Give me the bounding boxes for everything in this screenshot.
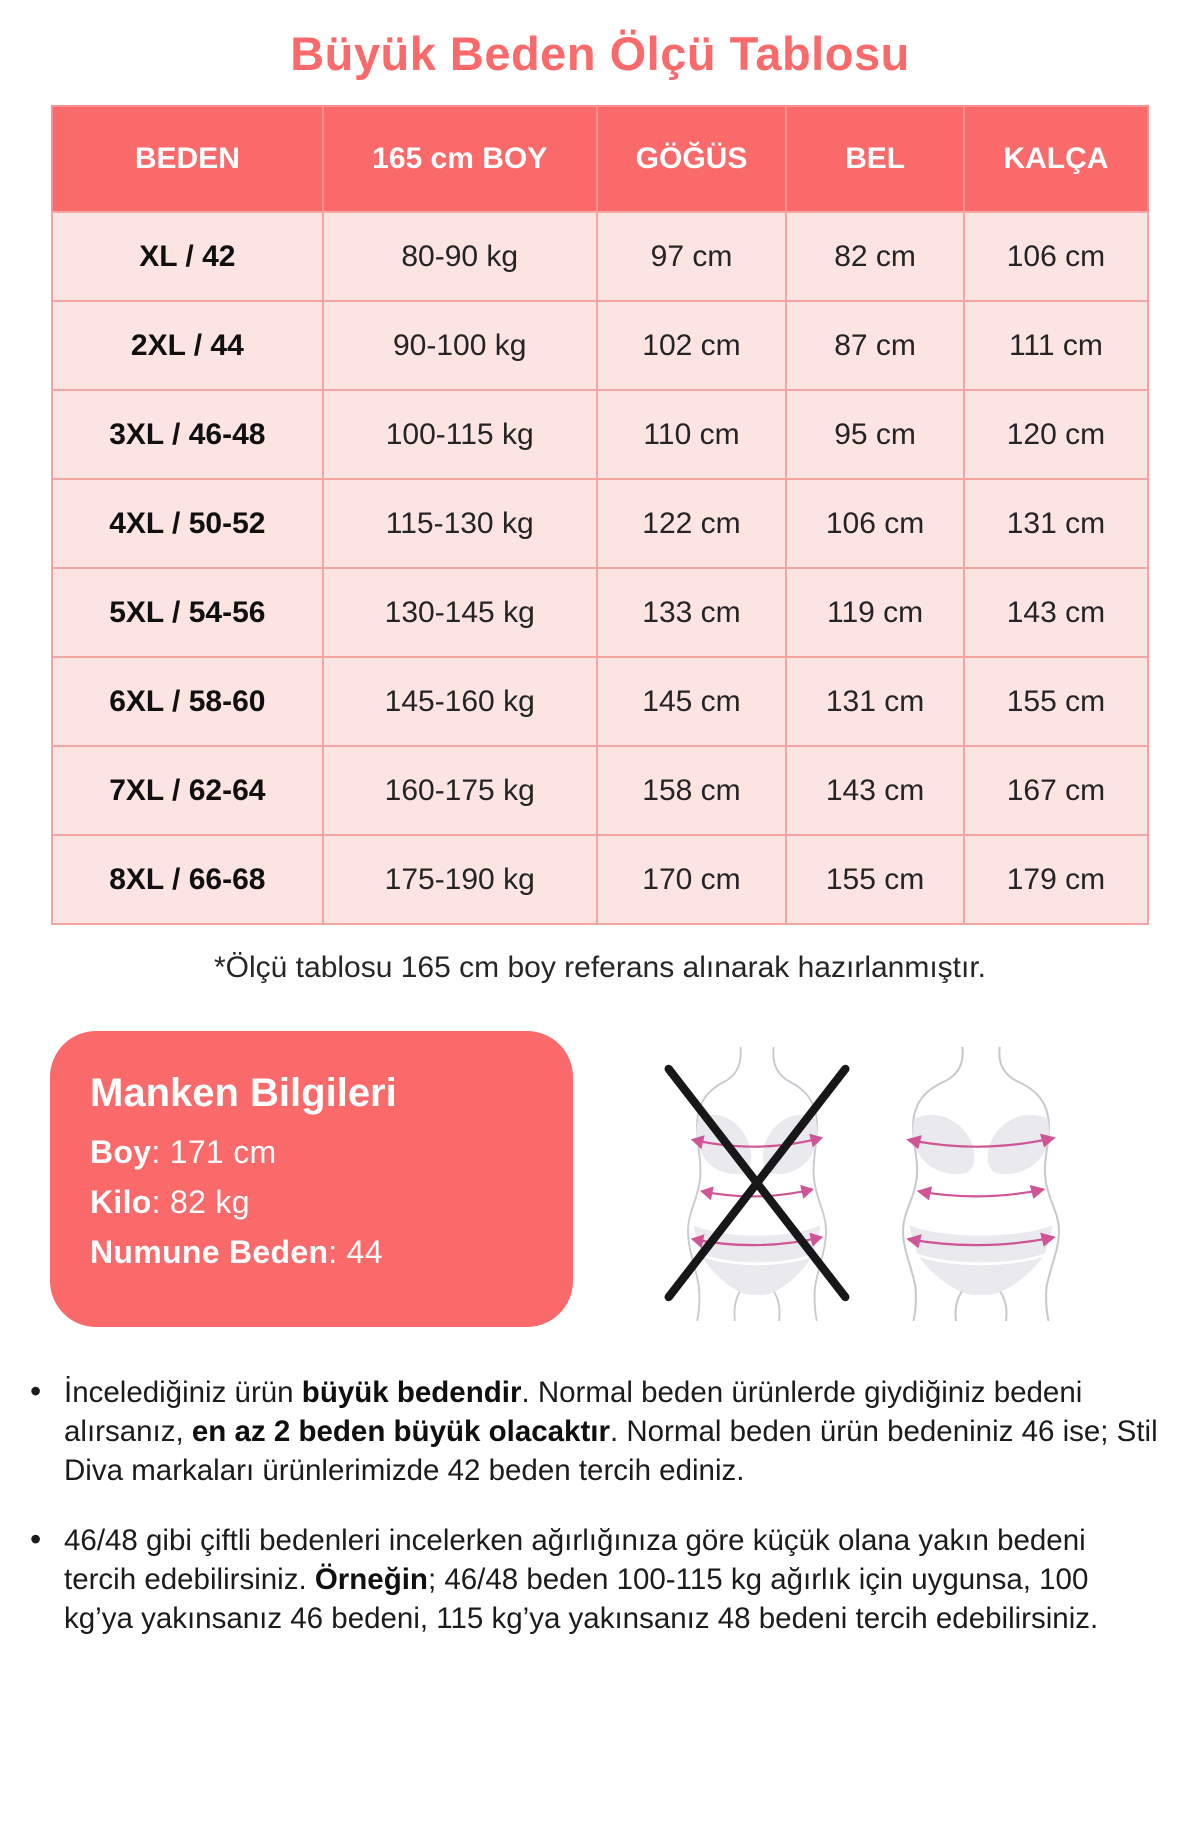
value-cell: 106 cm bbox=[786, 479, 964, 568]
value-cell: 90-100 kg bbox=[323, 301, 597, 390]
value-cell: 145-160 kg bbox=[323, 657, 597, 746]
measurement-figures bbox=[651, 1045, 1087, 1321]
value-cell: 155 cm bbox=[786, 835, 964, 924]
bullet-text: 46/48 gibi çiftli bedenleri incelerken ağırlığınıza göre küçük olana yakın bedeni tercih edebilirsiniz. bbox=[64, 1524, 1086, 1596]
size-cell: 4XL / 50-52 bbox=[52, 479, 323, 568]
value-cell: 87 cm bbox=[786, 301, 964, 390]
model-info-line bbox=[90, 1184, 573, 1221]
size-cell: 5XL / 54-56 bbox=[52, 568, 323, 657]
table-note: *Ölçü tablosu 165 cm boy referans alınarak hazırlanmıştır. bbox=[213, 951, 987, 984]
model-info-heading: Manken Bilgileri bbox=[90, 1071, 397, 1115]
value-cell: 160-175 kg bbox=[323, 746, 597, 835]
value-cell: 115-130 kg bbox=[323, 479, 597, 568]
size-cell: 7XL / 62-64 bbox=[52, 746, 323, 835]
model-info-box bbox=[50, 1031, 573, 1327]
value-cell: 133 cm bbox=[597, 568, 787, 657]
model-info-value: : 171 cm bbox=[151, 1134, 277, 1170]
value-cell: 119 cm bbox=[786, 568, 964, 657]
bullet-item bbox=[28, 1373, 1158, 1490]
page-title: Büyük Beden Ölçü Tablosu bbox=[290, 27, 910, 80]
value-cell: 131 cm bbox=[786, 657, 964, 746]
column-header: KALÇA bbox=[964, 106, 1148, 212]
size-cell: 8XL / 66-68 bbox=[52, 835, 323, 924]
body-figure bbox=[875, 1045, 1087, 1321]
column-header: GÖĞÜS bbox=[597, 106, 787, 212]
value-cell: 167 cm bbox=[964, 746, 1148, 835]
crossed-body-figure bbox=[651, 1045, 863, 1321]
value-cell: 110 cm bbox=[597, 390, 787, 479]
value-cell: 82 cm bbox=[786, 212, 964, 301]
value-cell: 175-190 kg bbox=[323, 835, 597, 924]
value-cell: 179 cm bbox=[964, 835, 1148, 924]
table-row bbox=[52, 746, 1148, 835]
table-row bbox=[52, 835, 1148, 924]
table-row bbox=[52, 390, 1148, 479]
model-info-label: Numune Beden bbox=[90, 1234, 329, 1270]
model-info-label: Kilo bbox=[90, 1184, 152, 1220]
notes-list bbox=[28, 1373, 1172, 1638]
column-header: BEL bbox=[786, 106, 964, 212]
value-cell: 155 cm bbox=[964, 657, 1148, 746]
table-row bbox=[52, 479, 1148, 568]
value-cell: 122 cm bbox=[597, 479, 787, 568]
table-body bbox=[52, 212, 1148, 924]
model-info-line bbox=[90, 1234, 573, 1271]
value-cell: 120 cm bbox=[964, 390, 1148, 479]
model-info-value: : 44 bbox=[328, 1234, 383, 1270]
value-cell: 111 cm bbox=[964, 301, 1148, 390]
table-row bbox=[52, 657, 1148, 746]
bullet-bold-text: büyük bedendir bbox=[301, 1376, 522, 1409]
value-cell: 130-145 kg bbox=[323, 568, 597, 657]
value-cell: 97 cm bbox=[597, 212, 787, 301]
model-info-label: Boy bbox=[90, 1134, 152, 1170]
model-info-lines bbox=[90, 1134, 573, 1271]
table-header-row bbox=[52, 106, 1148, 212]
bullet-text: . Normal beden ürünlerde giydiğiniz bedeni alırsanız, bbox=[64, 1376, 1083, 1448]
value-cell: 80-90 kg bbox=[323, 212, 597, 301]
value-cell: 158 cm bbox=[597, 746, 787, 835]
model-info-section bbox=[50, 1031, 1200, 1327]
model-info-line bbox=[90, 1134, 573, 1171]
value-cell: 145 cm bbox=[597, 657, 787, 746]
size-table bbox=[51, 105, 1149, 925]
size-cell: XL / 42 bbox=[52, 212, 323, 301]
table-row bbox=[52, 568, 1148, 657]
value-cell: 143 cm bbox=[786, 746, 964, 835]
bullet-text: . Normal beden ürün bedeniniz 46 ise; Stil Diva markaları ürünlerimizde 42 beden tercih ediniz. bbox=[64, 1415, 1158, 1487]
table-row bbox=[52, 301, 1148, 390]
size-cell: 2XL / 44 bbox=[52, 301, 323, 390]
value-cell: 170 cm bbox=[597, 835, 787, 924]
value-cell: 131 cm bbox=[964, 479, 1148, 568]
value-cell: 106 cm bbox=[964, 212, 1148, 301]
value-cell: 100-115 kg bbox=[323, 390, 597, 479]
value-cell: 143 cm bbox=[964, 568, 1148, 657]
bullet-bold-text: Örneğin bbox=[314, 1563, 428, 1596]
table-row bbox=[52, 212, 1148, 301]
model-info-value: : 82 kg bbox=[151, 1184, 250, 1220]
value-cell: 95 cm bbox=[786, 390, 964, 479]
size-cell: 3XL / 46-48 bbox=[52, 390, 323, 479]
value-cell: 102 cm bbox=[597, 301, 787, 390]
bullet-item bbox=[28, 1521, 1158, 1638]
bullet-text: İncelediğiniz ürün bbox=[64, 1376, 302, 1409]
column-header: 165 cm BOY bbox=[323, 106, 597, 212]
bullet-text: ; 46/48 beden 100-115 kg ağırlık için uygunsa, 100 kg’ya yakınsanız 46 bedeni, 115 kg’ya yakınsanız 48 bedeni tercih edebilirsiniz. bbox=[64, 1563, 1099, 1635]
bullet-bold-text: en az 2 beden büyük olacaktır bbox=[191, 1415, 610, 1448]
column-header: BEDEN bbox=[52, 106, 323, 212]
size-cell: 6XL / 58-60 bbox=[52, 657, 323, 746]
